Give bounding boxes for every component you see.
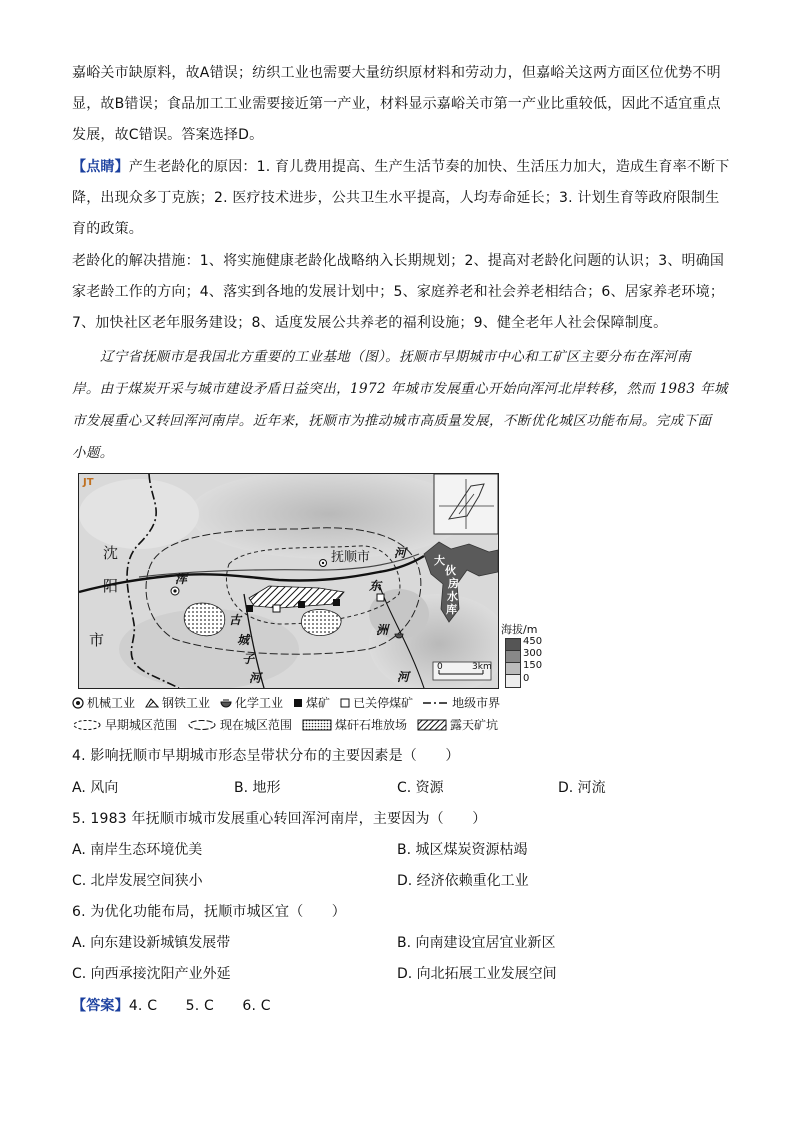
elevation-title: 海拔/m <box>501 623 538 636</box>
q5-option-c: C. 北岸发展空间狭小 <box>72 873 203 889</box>
elev-val-300: 300 <box>523 648 543 659</box>
machinery-icon <box>72 697 84 709</box>
tip-line-2: 降，出现众多丁克族；2. 医疗技术进步，公共卫生水平提高，人均寿命延长；3. 计划生育等政府限制生 <box>72 190 720 206</box>
steel-icon <box>145 697 159 709</box>
q6-option-d: D. 向北拓展工业发展空间 <box>397 966 557 982</box>
text-line-2: 显，故B错误；食品加工工业需要接近第一产业，材料显示嘉峪关市第一产业比重较低，因此不适宜重点 <box>72 96 721 112</box>
label-he2: 河 <box>397 670 410 684</box>
tip-line-3: 育的政策。 <box>72 221 143 237</box>
elev-val-450: 450 <box>523 636 543 647</box>
measures-line-3: 7、加快社区老年服务建设；8、适度发展公共养老的福利设施；9、健全老年人社会保障制度。 <box>72 315 668 331</box>
passage-line-1: 辽宁省抚顺市是我国北方重要的工业基地（图）。抚顺市早期城市中心和工矿区主要分布在浑河南 <box>100 349 691 365</box>
current-urban-icon <box>187 719 217 731</box>
legend-coal-mine-label: 煤矿 <box>306 696 331 710</box>
tip-line-1 <box>72 156 729 176</box>
answer-label: 【答案】 <box>72 998 129 1014</box>
q4-option-a: A. 风向 <box>72 780 119 796</box>
scale-zero: 0 <box>437 662 443 672</box>
label-reservoir-5: 库 <box>446 603 457 616</box>
q4-option-d: D. 河流 <box>558 780 606 796</box>
label-he1: 河 <box>394 546 407 560</box>
legend-current-urban <box>187 716 292 733</box>
q5-option-b: B. 城区煤炭资源枯竭 <box>397 842 528 858</box>
text-line-1: 嘉峪关市缺原料，故A错误；纺织工业也需要大量纺织原材料和劳动力，但嘉峪关这两方面区位优势不明 <box>72 65 721 81</box>
map-drawing <box>79 474 498 688</box>
elev-val-150: 150 <box>523 660 543 671</box>
passage-line-3: 市发展重心又转回浑河南岸。近年来，抚顺市为推动城市高质量发展，不断优化城区功能布局。完成下面 <box>72 413 712 429</box>
label-fushun: 抚顺市 <box>331 550 371 565</box>
passage-line-2: 岸。由于煤炭开采与城市建设矛盾日益突出，1972 年城市发展重心开始向浑河北岸转移，然而 1983 年城 <box>72 381 728 397</box>
label-hun: 浑 <box>175 572 188 586</box>
q6-option-a: A. 向东建设新城镇发展带 <box>72 935 231 951</box>
legend-closed-mine-label: 已关停煤矿 <box>353 696 414 710</box>
legend-gangue <box>302 716 407 733</box>
label-cheng: 城 <box>237 633 250 647</box>
fushun-map <box>78 473 499 689</box>
text-line-3: 发展，故C错误。答案选择D。 <box>72 127 264 143</box>
measures-line-2: 家老龄工作的方向；4、落实到各地的发展计划中；5、家庭养老和社会养老相结合；6、居家养老环境； <box>72 284 725 300</box>
legend-chemical-label: 化学工业 <box>235 696 284 710</box>
legend-coal-mine <box>293 694 330 711</box>
legend-current-urban-label: 现在城区范围 <box>220 718 293 732</box>
corner-mark: JT <box>83 477 94 488</box>
label-reservoir-4: 水 <box>447 590 458 603</box>
q5-option-a: A. 南岸生态环境优美 <box>72 842 203 858</box>
q5-option-d: D. 经济依赖重化工业 <box>397 873 529 889</box>
label-zi: 子 <box>242 652 255 666</box>
q4-option-c: C. 资源 <box>397 780 444 796</box>
answer-line <box>72 995 271 1015</box>
legend-row-2 <box>72 716 508 733</box>
measures-line-1: 老龄化的解决措施：1、将实施健康老龄化战略纳入长期规划；2、提高对老龄化问题的认识；3、明确国 <box>72 253 725 269</box>
early-urban-icon <box>72 719 102 731</box>
q6-option-c: C. 向西承接沈阳产业外延 <box>72 966 231 982</box>
open-pit-icon <box>417 719 447 731</box>
label-shi: 市 <box>89 631 105 649</box>
elev-val-0: 0 <box>523 673 530 684</box>
legend-open-pit-label: 露天矿坑 <box>450 718 499 732</box>
elev-swatch-0 <box>505 674 521 688</box>
legend-closed-mine <box>340 694 413 711</box>
label-yang: 阳 <box>103 577 119 595</box>
legend-gangue-label: 煤矸石堆放场 <box>335 718 408 732</box>
label-he3: 河 <box>249 671 262 685</box>
label-zhou: 洲 <box>376 623 389 637</box>
passage-line-4: 小题。 <box>72 445 114 461</box>
legend-early-urban-label: 早期城区范围 <box>105 718 178 732</box>
legend-city-boundary <box>423 694 500 711</box>
legend-early-urban <box>72 716 177 733</box>
tip-label: 【点睛】 <box>72 159 129 175</box>
label-reservoir-2: 伙 <box>445 564 456 577</box>
legend-row-1 <box>72 694 510 711</box>
q5-stem: 5. 1983 年抚顺市城市发展重心转回浑河南岸，主要因为（ ） <box>72 811 487 827</box>
elevation-legend <box>501 621 561 691</box>
label-shen: 沈 <box>103 544 119 562</box>
legend-machinery <box>72 694 135 711</box>
q6-option-b: B. 向南建设宜居宜业新区 <box>397 935 556 951</box>
label-reservoir-1: 大 <box>434 554 445 567</box>
scale-dist: 3km <box>472 662 492 672</box>
q6-stem: 6. 为优化功能布局，抚顺市城区宜（ ） <box>72 904 347 920</box>
q4-option-b: B. 地形 <box>234 780 281 796</box>
legend-steel <box>145 694 210 711</box>
legend-open-pit <box>417 716 498 733</box>
gangue-icon <box>302 719 332 731</box>
legend-machinery-label: 机械工业 <box>87 696 136 710</box>
chemical-icon <box>220 697 232 709</box>
coal-mine-icon <box>293 698 303 708</box>
tip-text-1: 产生老龄化的原因：1. 育儿费用提高、生产生活节奏的加快、生活压力加大，造成生育率不断下 <box>128 159 730 175</box>
answer-text: 4. C 5. C 6. C <box>128 998 271 1014</box>
label-dong: 东 <box>369 579 382 593</box>
legend-steel-label: 钢铁工业 <box>162 696 211 710</box>
label-reservoir-3: 房 <box>448 577 459 590</box>
closed-mine-icon <box>340 698 350 708</box>
label-gu: 古 <box>229 613 242 627</box>
q4-stem: 4. 影响抚顺市早期城市形态呈带状分布的主要因素是（ ） <box>72 748 460 764</box>
legend-chemical <box>220 694 283 711</box>
boundary-line-icon <box>423 699 449 707</box>
legend-city-boundary-label: 地级市界 <box>452 696 501 710</box>
